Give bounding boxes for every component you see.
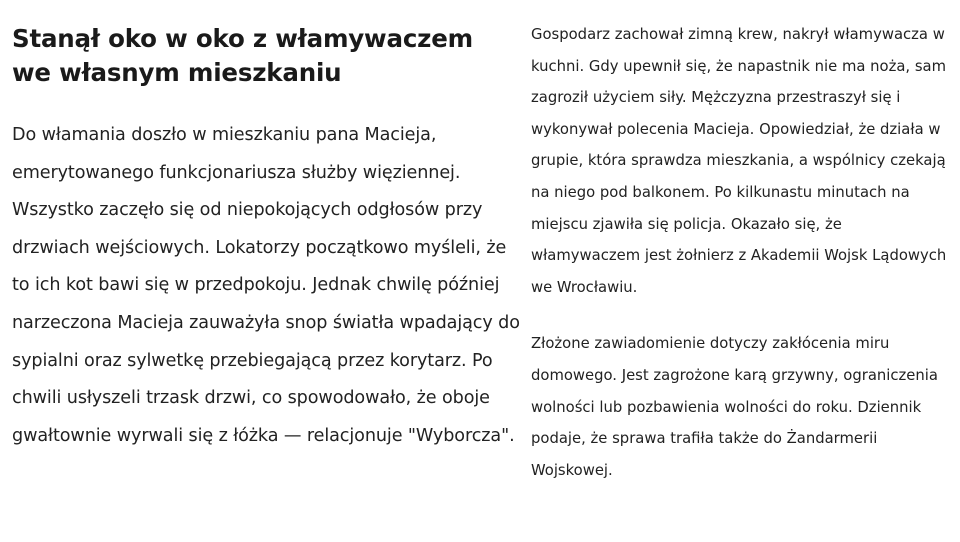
article-left-column bbox=[12, 22, 520, 455]
article-paragraph: Złożone zawiadomienie dotyczy zakłócenia miru domowego. Jest zagrożone karą grzywny, ograniczenia wolności lub pozbawienia wolności do roku. Dziennik podaje, że sprawa trafiła także do Żandarmerii Wojskowej. bbox=[531, 335, 938, 479]
article-right-column bbox=[531, 19, 951, 486]
article-lede: Do włamania doszło w mieszkaniu pana Macieja, emerytowanego funkcjonariusza służby więziennej. Wszystko zaczęło się od niepokojących odgłosów przy drzwiach wejściowych. Lokatorzy początkowo myśleli, że to ich kot bawi się w przedpokoju. Jednak chwilę później narzeczona Macieja zauważyła snop światła wpadający do sypialni oraz sylwetkę przebiegającą przez korytarz. Po chwili usłyszeli trzask drzwi, co spowodowało, że oboje gwałtownie wyrwali się z łóżka — relacjonuje "Wyborcza". bbox=[12, 125, 520, 446]
article-title: Stanął oko w oko z włamywaczem we własnym mieszkaniu bbox=[12, 24, 473, 87]
article-paragraph: Gospodarz zachował zimną krew, nakrył włamywacza w kuchni. Gdy upewnił się, że napastnik nie ma noża, sam zagroził użyciem siły. Mężczyzna przestraszył się i wykonywał polecenia Macieja. Opowiedział, że działa w grupie, która sprawdza mieszkania, a wspólnicy czekają na niego pod balkonem. Po kilkunastu minutach na miejscu zjawiła się policja. Okazało się, że włamywaczem jest żołnierz z Akademii Wojsk Lądowych we Wrocławiu. bbox=[531, 26, 947, 296]
